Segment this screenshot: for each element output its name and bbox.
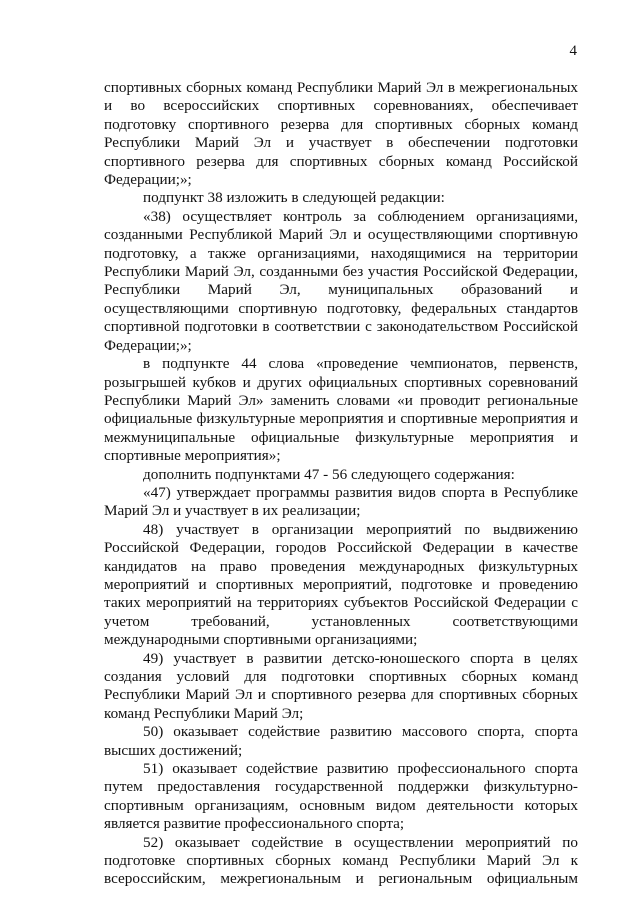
paragraph-subitem-52: 52) оказывает содействие в осуществлении мероприятий по подготовке спортивных сборных команд Республики Марий Эл к всероссийским, межрегиональным и региональным официальным [104, 833, 578, 888]
paragraph-subitem-51: 51) оказывает содействие развитию профессионального спорта путем предоставления государственной поддержки физкультурно-спортивным организациям, основным видом деятельности которых является развитие профессионального спорта; [104, 760, 578, 833]
document-body [104, 79, 578, 889]
paragraph-subitem-48: 48) участвует в организации мероприятий по выдвижению Российской Федерации, городов Российской Федерации в качестве кандидатов на право проведения международных физкультурных мероприятий и спортивных мероприятий, подготовке и проведению таких мероприятий на территориях субъектов Российской Федерации с учетом требований, установленных соответствующими международными спортивными организациями; [104, 520, 578, 649]
paragraph-subitem-47: «47) утверждает программы развития видов спорта в Республике Марий Эл и участвует в их реализации; [104, 483, 578, 520]
page-number: 4 [569, 43, 577, 59]
paragraph-subitem-38: «38) осуществляет контроль за соблюдением организациями, созданными Республикой Марий Эл и осуществляющими спортивную подготовку, а также организациями, находящимися на территории Республики Марий Эл, созданными без участия Российской Федерации, Республики Марий Эл, муниципальных образований и осуществляющими спортивную подготовку, федеральных стандартов спортивной подготовки в соответствии с законодательством Российской Федерации;»; [104, 207, 578, 354]
paragraph-subitem-38-intro: подпункт 38 изложить в следующей редакции: [143, 189, 445, 207]
paragraph-subitem-44: в подпункте 44 слова «проведение чемпионатов, первенств, розыгрышей кубков и других официальных спортивных соревнований Республики Марий Эл» заменить словами «и проводит региональные официальные физкультурные мероприятия и спортивные мероприятия и межмуниципальные официальные физкультурные мероприятия и спортивные мероприятия»; [104, 355, 578, 465]
paragraph-subitem-49: 49) участвует в развитии детско-юношеского спорта в целях создания условий для подготовки спортивных сборных команд Республики Марий Эл и спортивного резерва для спортивных сборных команд Республики Марий Эл; [104, 649, 578, 722]
paragraph-subitem-50: 50) оказывает содействие развитию массового спорта, спорта высших достижений; [104, 723, 578, 759]
paragraph-continuation: спортивных сборных команд Республики Марий Эл в межрегиональных и во всероссийских спортивных соревнованиях, обеспечивает подготовку спортивного резерва для спортивных сборных команд Республики Марий Эл и участвует в обеспечении подготовки спортивного резерва для спортивных сборных команд Российской Федерации;»; [104, 79, 578, 189]
paragraph-add-subitems: дополнить подпунктами 47 - 56 следующего содержания: [143, 465, 515, 483]
